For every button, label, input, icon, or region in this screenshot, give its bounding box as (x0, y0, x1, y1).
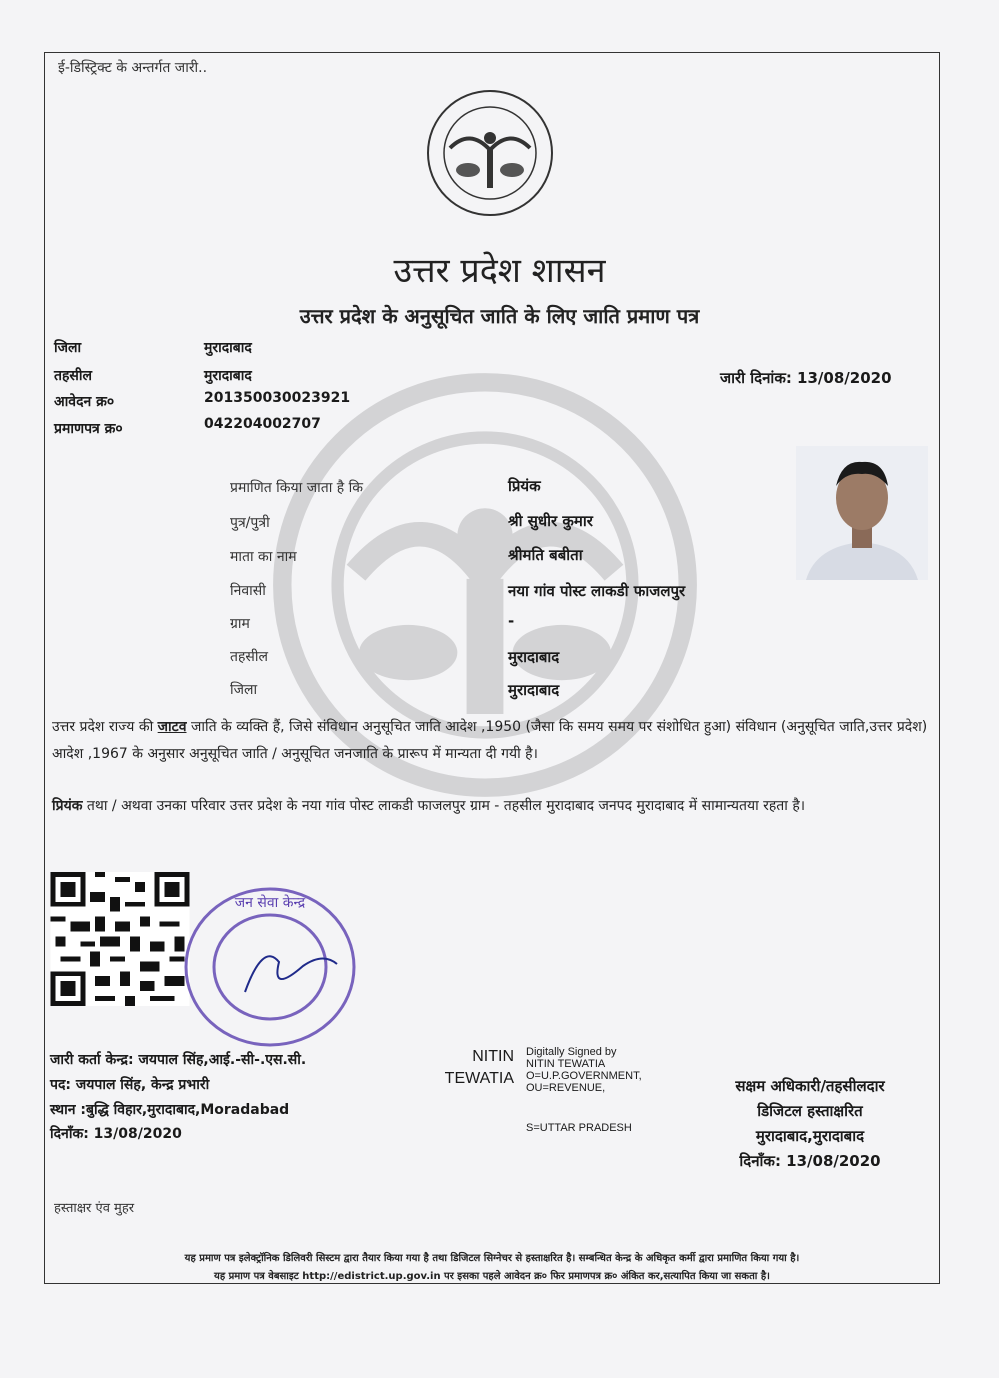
issuing-center: जारी कर्ता केन्द्र: जयपाल सिंह,आई.-सी-.एस.सी. (50, 1052, 307, 1068)
meta-label-application: आवेदन क्र० (54, 394, 115, 410)
issue-date: जारी दिनांक: 13/08/2020 (720, 369, 892, 387)
residence-statement: प्रियंक तथा / अथवा उनका परिवार उत्तर प्रदेश के नया गांव पोस्ट लाकडी फाजलपुर ग्राम - तहसील मुरादाबाद जनपद मुरादाबाद में सामान्यतया रहता है। (52, 798, 806, 814)
meta-value-application: 201350030023921 (204, 390, 351, 406)
digital-signature-state: S=UTTAR PRADESH (526, 1122, 632, 1134)
footer-note-2: यह प्रमाण पत्र वेबसाइट http://edistrict.up.gov.in पर इसका पहले आवेदन क्र० फिर प्रमाणपत्र क्र० अंकित कर,सत्यापित किया जा सकता है। (214, 1271, 770, 1282)
signature-and-seal-label: हस्ताक्षर एंव मुहर (54, 1201, 135, 1216)
meta-label-tehsil: तहसील (54, 368, 92, 384)
authority-place: मुरादाबाद,मुरादाबाद (755, 1127, 865, 1145)
detail-label-village: ग्राम (230, 616, 250, 632)
detail-label-child-of: पुत्र/पुत्री (230, 515, 270, 531)
detail-value-resident: नया गांव पोस्ट लाकडी फाजलपुर (508, 582, 686, 600)
detail-label-tehsil: तहसील (230, 649, 268, 665)
detail-value-mother: श्रीमति बबीता (508, 546, 583, 564)
authority-date: दिनाँक: 13/08/2020 (739, 1152, 881, 1170)
page-title: उत्तर प्रदेश शासन (393, 251, 606, 291)
resident-name: प्रियंक (52, 798, 83, 814)
issuer-post: पद: जयपाल सिंह, केन्द्र प्रभारी (50, 1077, 210, 1093)
seal-text: जन सेवा केन्द्र (234, 895, 306, 911)
footer-note-1: यह प्रमाण पत्र इलेक्ट्रॉनिक डिलिवरी सिस्टम द्वारा तैयार किया गया है तथा डिजिटल सिग्नेचर से हस्ताक्षरित है। सम्बन्धित केन्द्र के अधिकृत कर्मी द्वारा प्रमाणित किया गया है। (184, 1253, 800, 1264)
detail-value-village: - (508, 612, 515, 630)
meta-value-certificate: 042204002707 (204, 416, 321, 432)
qr-code (50, 872, 190, 1006)
detail-label-district: जिला (230, 682, 258, 698)
authority-title: सक्षम अधिकारी/तहसीलदार (735, 1077, 885, 1095)
meta-value-tehsil: मुरादाबाद (204, 368, 252, 384)
certificate-subtitle: उत्तर प्रदेश के अनुसूचित जाति के लिए जाति प्रमाण पत्र (299, 304, 700, 328)
detail-label-resident: निवासी (230, 583, 266, 599)
detail-value-district: मुरादाबाद (508, 681, 560, 699)
meta-label-district: जिला (54, 340, 82, 356)
applicant-photo (796, 446, 928, 580)
caste-name: जाटव (157, 719, 187, 735)
detail-value-father: श्री सुधीर कुमार (508, 512, 593, 530)
issuer-place: स्थान :बुद्धि विहार,मुरादाबाद,Moradabad (50, 1102, 290, 1118)
up-government-emblem (420, 88, 560, 218)
detail-label-certified: प्रमाणित किया जाता है कि (230, 480, 364, 496)
caste-statement: उत्तर प्रदेश राज्य की जाटव जाति के व्यक्ति हैं, जिसे संविधान अनुसूचित जाति आदेश ,1950 (जैसा कि समय समय पर संशोधित हुआ) संविधान (अनुसूचित जाति,उत्तर प्रदेश) आदेश ,1967 के अनुसार अनुसूचित जाति / अनुसूचित जनजाति के प्रारूप में मान्यता दी गयी है। (52, 719, 928, 762)
digital-signature-details: Digitally Signed by NITIN TEWATIA O=U.P.GOVERNMENT, OU=REVENUE, (526, 1046, 642, 1094)
official-seal-stamp (175, 882, 365, 1052)
detail-value-name: प्रियंक (508, 477, 541, 495)
meta-value-district: मुरादाबाद (204, 340, 252, 356)
detail-value-tehsil: मुरादाबाद (508, 648, 560, 666)
authority-signed: डिजिटल हस्ताक्षरित (757, 1102, 863, 1120)
detail-label-mother: माता का नाम (230, 549, 297, 565)
meta-label-certificate: प्रमाणपत्र क्र० (54, 421, 123, 437)
issuer-date: दिनाँक: 13/08/2020 (50, 1126, 182, 1142)
digital-signer-name: NITIN TEWATIA (444, 1048, 514, 1087)
header-note: ई-डिस्ट्रिक्ट के अन्तर्गत जारी.. (58, 60, 208, 76)
